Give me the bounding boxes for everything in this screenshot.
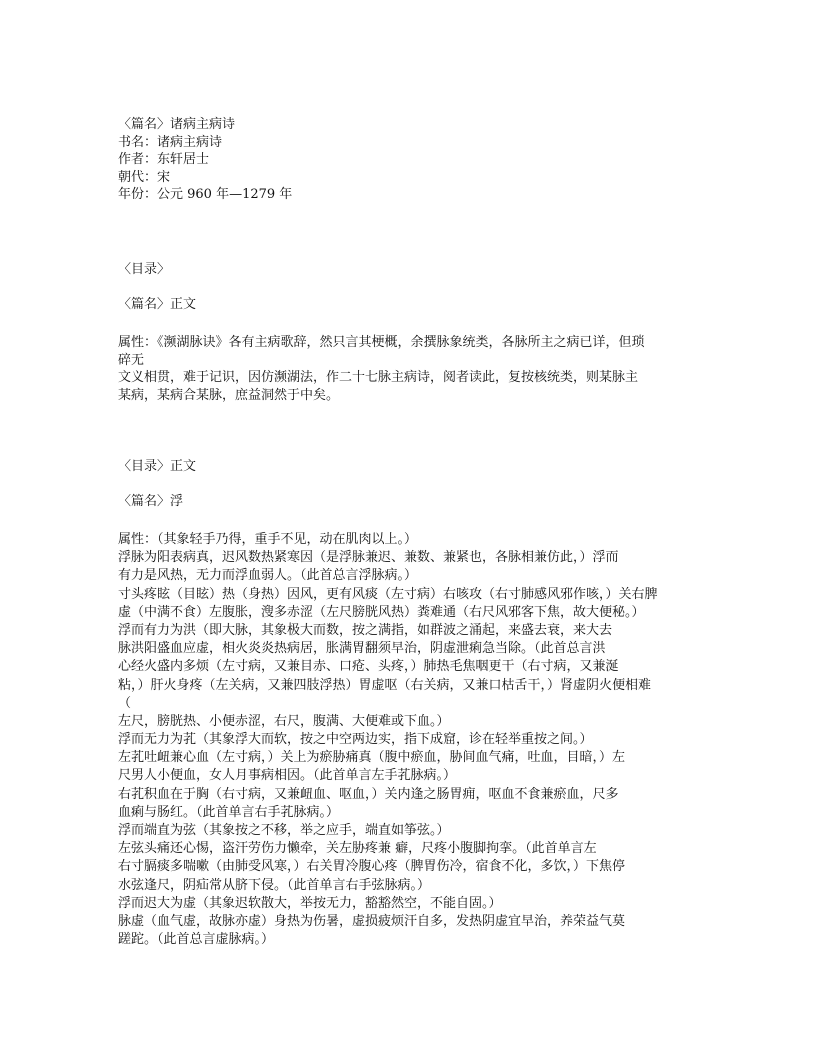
text-line: 文义相贯，难于记识，因仿濒湖法，作二十七脉主病诗，阅者读此，复按核统类，则某脉主 xyxy=(118,370,639,386)
text-line: 虚（中满不食）左腹胀，溲多赤涩（左尺膀胱风热）粪难通（右尺风邪客下焦，故大便秘。） xyxy=(118,604,645,620)
section-fu-body xyxy=(118,531,658,949)
title-line: 〈篇名〉诸病主病诗 xyxy=(118,117,236,132)
text-line: 浮脉为阳表病真，迟风数热紧寒因（是浮脉兼迟、兼数、兼紧也，各脉相兼仿此，）浮而 xyxy=(118,550,619,566)
toc-heading: 〈目录〉 xyxy=(118,262,171,277)
text-line: 水弦逢尺，阴疝常从脐下侵。（此首单言右手弦脉病。） xyxy=(118,877,431,893)
text-line: 脉洪阳盛血应虚，相火炎炎热病居，胀满胃翻须早治，阴虚泄痢急当除。（此首总言洪 xyxy=(118,641,606,657)
text-line: 血痢与肠红。（此首单言右手芤脉病。） xyxy=(118,804,340,820)
document-header xyxy=(118,116,292,204)
text-line: 浮而有力为洪（即大脉，其象极大而数，按之满指，如群波之涌起，来盛去衰，来大去 xyxy=(118,622,613,638)
text-line: 心经火盛内多烦（左寸病，又兼目赤、口疮、头疼，）肺热毛焦咽更干（右寸病，又兼涎 xyxy=(118,659,619,675)
text-line: 浮而端直为弦（其象按之不移，举之应手，端直如筝弦。） xyxy=(118,823,450,838)
text-line: 浮而迟大为虚（其象迟软散大，举按无力，豁豁然空，不能自固。） xyxy=(118,895,502,911)
text-line: 右寸膈痰多喘嗽（由肺受风寒，）右关胃冷腹心疼（脾胃伤冷，宿食不化，多饮，）下焦停 xyxy=(118,859,626,875)
text-line: 粘，）肝火身疼（左关病，又兼四肢浮热）胃虚呕（右关病，又兼口枯舌干，）肾虚阴火便相难 xyxy=(118,677,652,693)
section-title-main: 〈篇名〉正文 xyxy=(118,297,197,312)
section-title-fu: 〈篇名〉浮 xyxy=(118,494,184,509)
text-line: （ xyxy=(118,695,132,711)
text-line: 左弦头痛还心惕，盗汗劳伤力懒牵，关左胁疼兼 癖，尺疼小腹脚拘挛。（此首单言左 xyxy=(118,841,597,857)
text-line: 有力是风热，无力而浮血弱人。（此首总言浮脉病。） xyxy=(118,568,418,584)
author: 作者：东轩居士 xyxy=(118,152,210,168)
text-line: 寸头疼眩（目眩）热（身热）因风，更有风痰（左寸病）右咳攻（右寸肺感风邪作咳，）关右脾 xyxy=(118,586,658,602)
text-line: 碎无 xyxy=(118,352,145,368)
text-line: 属性：（其象轻手乃得，重手不见，动在肌肉以上。） xyxy=(118,532,418,547)
text-line: 脉虚（血气虚，故脉亦虚）身热为伤暑，虚损疲烦汗自多，发热阴虚宜早治，养荣益气莫 xyxy=(118,913,626,929)
text-line: 左尺，膀胱热、小便赤涩，右尺，腹满、大便难或下血。） xyxy=(118,713,450,729)
section-main-paragraph xyxy=(118,334,645,404)
text-line: 属性：《濒湖脉诀》各有主病歌辞，然只言其梗概，余撰脉象统类，各脉所主之病已详，但琐 xyxy=(118,335,645,350)
text-line: 左芤吐衄兼心血（左寸病，）关上为瘀胁痛真（腹中瘀血，胁间血气痛，吐血，目暗，）左 xyxy=(118,750,626,766)
toc-heading-main: 〈目录〉正文 xyxy=(118,459,197,474)
dynasty: 朝代：宋 xyxy=(118,169,171,185)
text-line: 尺男人小便血，女人月事病相因。（此首单言左手芤脉病。） xyxy=(118,768,457,784)
text-line: 蹉跎。（此首总言虚脉病。） xyxy=(118,932,275,948)
text-line: 某病，某病合某脉，庶益洞然于中矣。 xyxy=(118,387,340,403)
book-name: 书名：诸病主病诗 xyxy=(118,134,223,150)
years: 年份：公元 960 年—1279 年 xyxy=(118,187,293,203)
text-line: 右芤积血在于胸（右寸病，又兼衄血、呕血，）关内逢之肠胃痈，呕血不食兼瘀血，尺多 xyxy=(118,786,619,802)
text-line: 浮而无力为芤（其象浮大而软，按之中空两边实，指下成窟，诊在轻举重按之间。） xyxy=(118,732,593,748)
